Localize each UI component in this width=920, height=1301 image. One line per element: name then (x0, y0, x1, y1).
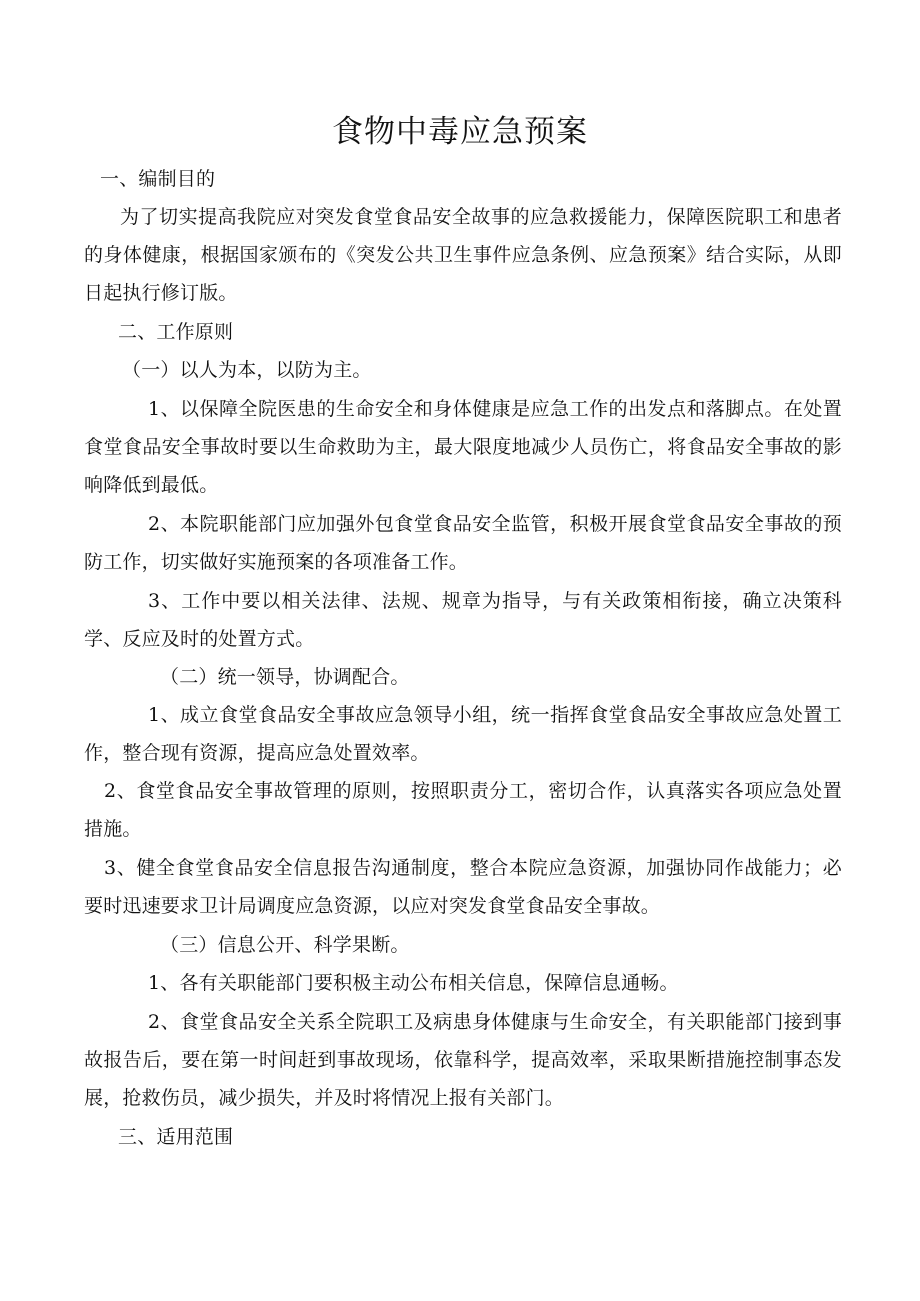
paragraph-purpose: 为了切实提高我院应对突发食堂食品安全故事的应急救援能力，保障医院职工和患者的身体健康，根据国家颁布的《突发公共卫生事件应急条例、应急预案》结合实际，从即日起执行修订版。 (84, 206, 842, 304)
subheading-people-first: （一）以人为本，以防为主。 (122, 359, 372, 381)
paragraph-principle-2-3: 3、健全食堂食品安全信息报告沟通制度，整合本院应急资源，加强协同作战能力；必要时迅速要求卫计局调度应急资源，以应对突发食堂食品安全事故。 (84, 857, 842, 917)
subheading-unified-leadership: （二）统一领导，协调配合。 (160, 666, 410, 688)
paragraph-principle-2-1: 1、成立食堂食品安全事故应急领导小组，统一指挥食堂食品安全事故应急处置工作，整合现有资源，提高应急处置效率。 (84, 704, 842, 764)
paragraph-principle-2-2: 2、食堂食品安全事故管理的原则，按照职责分工，密切合作，认真落实各项应急处置措施。 (84, 780, 842, 840)
heading-principles: 二、工作原则 (118, 321, 234, 343)
heading-purpose: 一、编制目的 (100, 168, 216, 190)
paragraph-principle-1-1: 1、以保障全院医患的生命安全和身体健康是应急工作的出发点和落脚点。在处置食堂食品安全事故时要以生命救助为主，最大限度地减少人员伤亡，将食品安全事故的影响降低到最低。 (84, 398, 842, 496)
paragraph-principle-1-3: 3、工作中要以相关法律、法规、规章为指导，与有关政策相衔接，确立决策科学、反应及时的处置方式。 (84, 590, 842, 650)
subheading-information-disclosure: （三）信息公开、科学果断。 (160, 934, 410, 956)
heading-scope: 三、适用范围 (118, 1126, 234, 1148)
paragraph-principle-3-2: 2、食堂食品安全关系全院职工及病患身体健康与生命安全，有关职能部门接到事故报告后，要在第一时间赶到事故现场，依靠科学，提高效率，采取果断措施控制事态发展，抢救伤员，减少损失，并及时将情况上报有关部门。 (84, 1011, 842, 1109)
paragraph-principle-1-2: 2、本院职能部门应加强外包食堂食品安全监管，积极开展食堂食品安全事故的预防工作，切实做好实施预案的各项准备工作。 (84, 513, 842, 573)
document-title: 食物中毒应急预案 (332, 114, 588, 150)
paragraph-principle-3-1: 1、各有关职能部门要积极主动公布相关信息，保障信息通畅。 (148, 972, 679, 994)
